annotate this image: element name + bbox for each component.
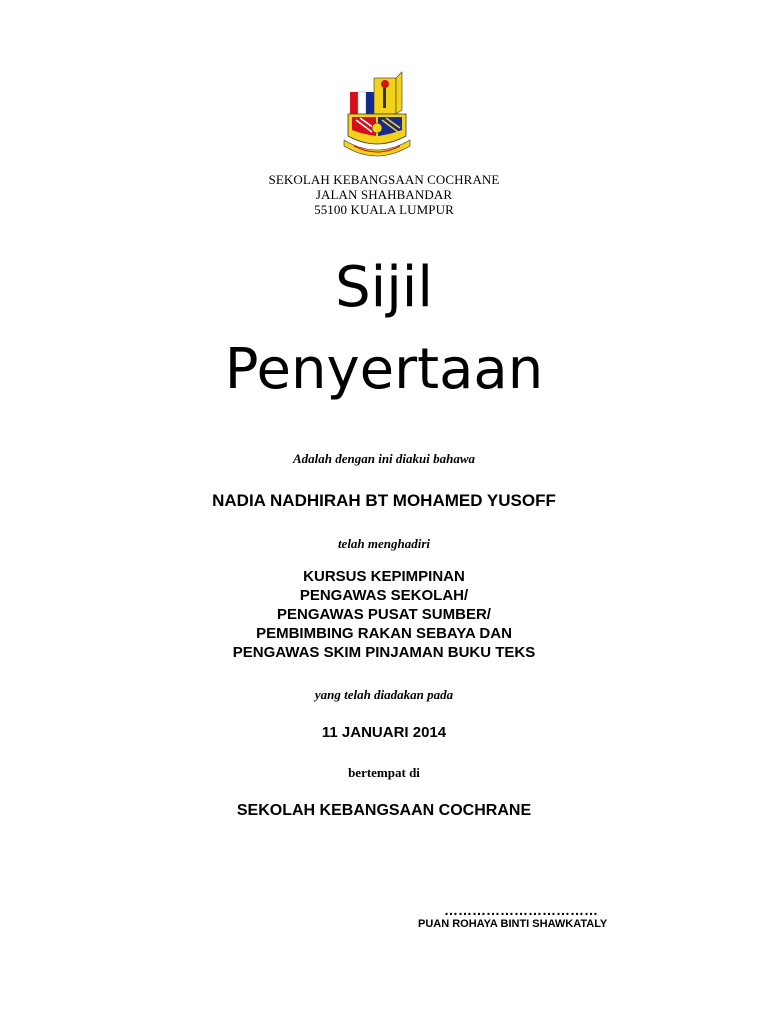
course-title: [0, 567, 768, 662]
signature-line: ……………………………: [444, 902, 598, 918]
school-crest-icon: [340, 70, 414, 162]
school-name: SEKOLAH KEBANGSAAN COCHRANE: [268, 172, 500, 187]
signatory-name: PUAN ROHAYA BINTI SHAWKATALY: [418, 918, 608, 930]
attended-text: telah menghadiri: [337, 536, 431, 551]
event-venue: SEKOLAH KEBANGSAAN COCHRANE: [236, 802, 532, 819]
recipient-name: NADIA NADHIRAH BT MOHAMED YUSOFF: [212, 491, 556, 510]
event-date: 11 JANUARI 2014: [321, 724, 447, 741]
venue-label: bertempat di: [348, 765, 420, 780]
course-line: PENGAWAS SKIM PINJAMAN BUKU TEKS: [232, 644, 536, 661]
school-address: [0, 172, 768, 217]
title-line-1: Sijil: [335, 255, 433, 320]
course-line: PEMBIMBING RAKAN SEBAYA DAN: [256, 625, 512, 642]
intro-text: Adalah dengan ini diakui bahawa: [292, 451, 476, 466]
course-line: KURSUS KEPIMPINAN: [303, 568, 465, 585]
school-city: 55100 KUALA LUMPUR: [314, 202, 454, 217]
held-on-text: yang telah diadakan pada: [314, 687, 454, 702]
school-street: JALAN SHAHBANDAR: [315, 187, 453, 202]
course-line: PENGAWAS PUSAT SUMBER/: [277, 606, 491, 623]
title-line-2: Penyertaan: [224, 337, 544, 402]
course-line: PENGAWAS SEKOLAH/: [299, 587, 469, 604]
